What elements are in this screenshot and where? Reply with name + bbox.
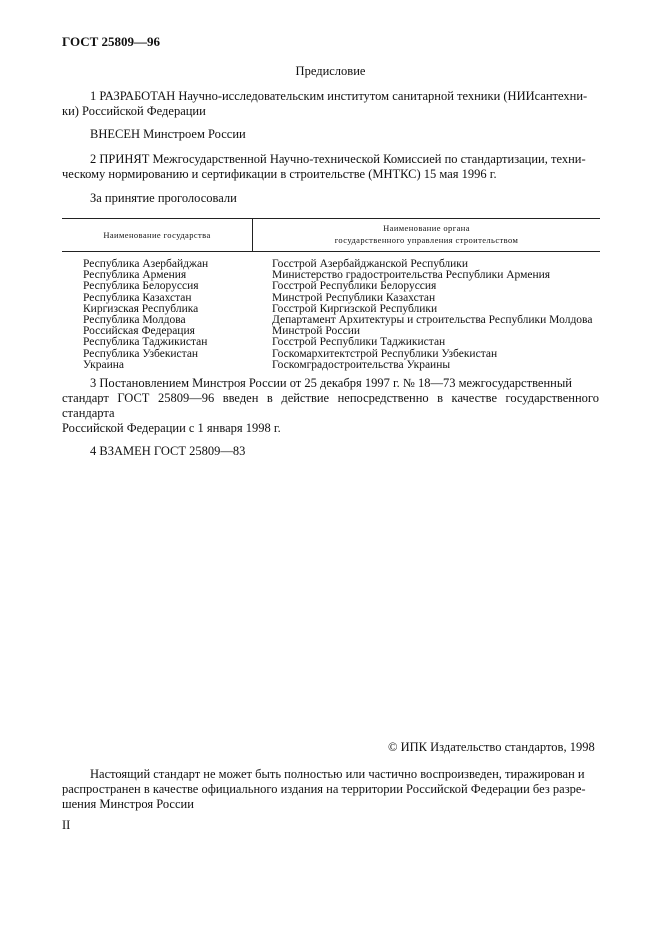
reproduction-notice	[62, 767, 599, 812]
item-2-line-1: 2 ПРИНЯТ Межгосударственной Научно-технической Комиссией по стандартизации, техни-	[90, 152, 586, 166]
table-cell-state: Республика Узбекистан	[83, 347, 199, 360]
table-cell-state: Республика Казахстан	[83, 291, 192, 304]
table-cell-authority: Госстрой Азербайджанской Республики	[272, 258, 469, 270]
item-3-line-3: Российской Федерации с 1 января 1998 г.	[62, 421, 281, 435]
item-2-line-2: ческому нормированию и сертификации в строительстве (МНТКС) 15 мая 1996 г.	[62, 167, 497, 181]
item-1-developed	[62, 89, 599, 119]
item-4-replaces	[62, 444, 599, 459]
item-2-adopted	[62, 152, 599, 182]
copyright-line: © ИПК Издательство стандартов, 1998	[388, 740, 595, 754]
table-states-column	[83, 259, 253, 371]
item-3-line-2: стандарт ГОСТ 25809—96 введен в действие непосредственно в качестве государственного стандарта	[62, 391, 599, 420]
table-cell-state: Республика Таджикистан	[83, 336, 208, 349]
table-cell-authority: Госкомградостроительства Украины	[272, 358, 451, 371]
document-code: ГОСТ 25809—96	[62, 34, 161, 49]
introduced-text: ВНЕСЕН Минстроем России	[90, 127, 246, 141]
preface-title: Предисловие	[295, 64, 366, 78]
notice-line-2: распространен в качестве официального издания на территории Российской Федерации без разре-	[62, 782, 586, 796]
table-cell-authority: Госстрой Киргизской Республики	[272, 302, 438, 315]
table-cell-authority: Минстрой России	[272, 325, 360, 338]
table-cell-state: Республика Молдова	[83, 314, 186, 327]
item-1-line-2: ки) Российской Федерации	[62, 104, 206, 118]
table-cell-state: Республика Азербайджан	[83, 258, 209, 270]
voted-label: За принятие проголосовали	[90, 191, 237, 205]
table-header-authority	[253, 222, 600, 246]
table-cell-authority: Министерство градостроительства Республики Армения	[272, 269, 551, 282]
item-3-enacted	[62, 376, 599, 436]
table-cell-authority: Госстрой Республики Белоруссия	[272, 280, 437, 293]
table-cell-state: Республика Армения	[83, 269, 187, 282]
notice-line-1: Настоящий стандарт не может быть полностью или частично воспроизведен, тиражирован и	[90, 767, 585, 781]
table-top-border	[62, 218, 600, 219]
table-cell-authority: Департамент Архитектуры и строительства Республики Молдова	[272, 314, 593, 327]
table-cell-authority: Госстрой Республики Таджикистан	[272, 336, 446, 349]
table-cell-authority: Госкомархитектстрой Республики Узбекистан	[272, 347, 498, 360]
table-header-state: Наименование государства	[103, 230, 211, 240]
table-header-authority-line-1: Наименование органа	[383, 223, 470, 233]
table-cell-state: Украина	[83, 358, 124, 371]
page-number: II	[62, 818, 71, 832]
notice-line-3: шения Минстроя России	[62, 797, 194, 811]
table-header-bottom-border	[62, 251, 600, 252]
table-cell-state: Киргизская Республика	[83, 302, 199, 315]
item-3-line-1: 3 Постановлением Минстроя России от 25 декабря 1997 г. № 18—73 межгосударственный	[90, 376, 572, 390]
table-cell-authority: Минстрой Республики Казахстан	[272, 291, 436, 304]
table-cell-state: Российская Федерация	[83, 325, 195, 338]
item-4-text: 4 ВЗАМЕН ГОСТ 25809—83	[90, 444, 246, 458]
table-authorities-column	[272, 259, 600, 371]
table-header-authority-line-2: государственного управления строительством	[334, 235, 519, 245]
item-introduced	[62, 127, 599, 142]
item-1-line-1: 1 РАЗРАБОТАН Научно-исследовательским институтом санитарной техники (НИИсантехни-	[90, 89, 588, 103]
table-cell-state: Республика Белоруссия	[83, 280, 199, 293]
